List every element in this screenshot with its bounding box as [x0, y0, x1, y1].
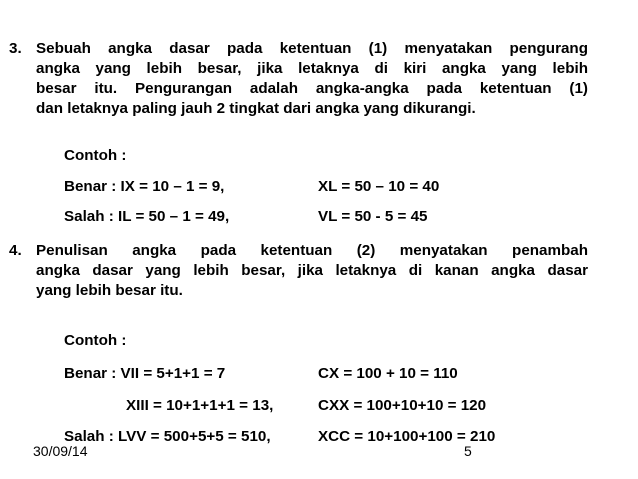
- item-3-line-3: besar itu. Pengurangan adalah angka-angka pada ketentuan (1): [36, 80, 588, 97]
- item-3-paragraph: [36, 39, 588, 119]
- item-4-number: 4.: [9, 242, 22, 259]
- footer-date: 30/09/14: [33, 443, 88, 459]
- item-3-wrong-example: Salah : IL = 50 – 1 = 49,: [64, 208, 230, 225]
- item-3-line-4: dan letaknya paling jauh 2 tingkat dari angka yang dikurangi.: [36, 100, 476, 117]
- item-4-correct-example: Benar : VII = 5+1+1 = 7: [64, 365, 226, 382]
- item-4-correct-example-2: XIII = 10+1+1+1 = 13,: [126, 397, 274, 414]
- item-4-paragraph: [36, 241, 588, 301]
- item-3-line-2: angka yang lebih besar, jika letaknya di kiri angka yang lebih: [36, 60, 588, 77]
- item-3-correct-example: Benar : IX = 10 – 1 = 9,: [64, 178, 225, 195]
- item-4-example-title: Contoh :: [64, 332, 127, 349]
- item-4-correct-example-2-right: CXX = 100+10+10 = 120: [318, 397, 487, 414]
- item-4-line-1: Penulisan angka pada ketentuan (2) menyatakan penambah: [36, 242, 588, 259]
- item-3-line-1: Sebuah angka dasar pada ketentuan (1) menyatakan pengurang: [36, 40, 588, 57]
- item-4-wrong-example: Salah : LVV = 500+5+5 = 510,: [64, 428, 271, 445]
- footer-page-number: 5: [464, 443, 472, 459]
- item-4-wrong-example-right: XCC = 10+100+100 = 210: [318, 428, 496, 445]
- item-4-correct-example-right: CX = 100 + 10 = 110: [318, 365, 458, 382]
- item-3-number: 3.: [9, 40, 22, 57]
- item-3-wrong-example-right: VL = 50 - 5 = 45: [318, 208, 428, 225]
- item-3-example-title: Contoh :: [64, 147, 127, 164]
- item-3-correct-example-right: XL = 50 – 10 = 40: [318, 178, 440, 195]
- item-4-line-2: angka dasar yang lebih besar, jika letaknya di kanan angka dasar: [36, 262, 588, 279]
- item-4-line-3: yang lebih besar itu.: [36, 282, 183, 299]
